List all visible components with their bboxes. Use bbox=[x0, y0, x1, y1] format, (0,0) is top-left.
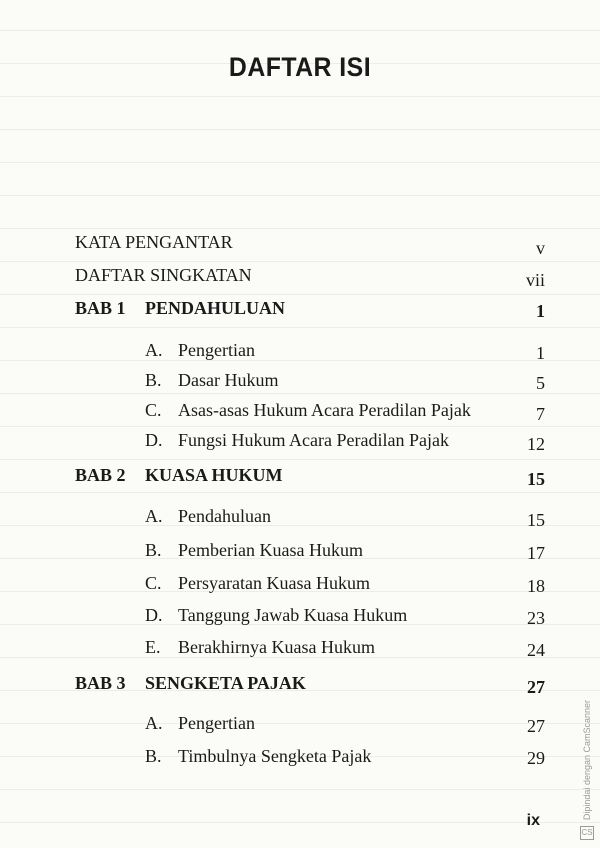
toc-section-title[interactable]: Timbulnya Sengketa Pajak bbox=[178, 746, 372, 766]
toc-section-letter: B. bbox=[145, 370, 162, 390]
toc-section-title[interactable]: Pemberian Kuasa Hukum bbox=[178, 540, 363, 560]
toc-section-letter: E. bbox=[145, 637, 161, 657]
toc-section-title[interactable]: Dasar Hukum bbox=[178, 370, 279, 390]
toc-page-number: 15 bbox=[527, 469, 545, 489]
toc-section-letter: C. bbox=[145, 400, 162, 420]
toc-entry-daftar-singkatan[interactable] bbox=[75, 265, 252, 286]
toc-section-title[interactable]: Pengertian bbox=[178, 713, 255, 733]
toc-chapter-title: KUASA HUKUM bbox=[145, 465, 283, 485]
page-title: DAFTAR ISI bbox=[228, 52, 372, 82]
toc-page-number: 12 bbox=[527, 434, 545, 454]
chapter-label: BAB 1 bbox=[75, 298, 126, 318]
toc-section-letter: A. bbox=[145, 340, 163, 360]
toc-section-title[interactable]: Fungsi Hukum Acara Peradilan Pajak bbox=[178, 430, 449, 450]
toc-section-letter: D. bbox=[145, 430, 163, 450]
toc-entry-text: DAFTAR SINGKATAN bbox=[75, 265, 252, 285]
toc-chapter-title: PENDAHULUAN bbox=[145, 298, 286, 318]
toc-chapter-bab-2[interactable] bbox=[75, 465, 126, 486]
toc-page-number: 27 bbox=[527, 716, 545, 736]
toc-page-number: v bbox=[536, 238, 545, 258]
toc-section-letter: A. bbox=[145, 713, 163, 733]
toc-section-title[interactable]: Asas-asas Hukum Acara Peradilan Pajak bbox=[178, 400, 471, 420]
toc-page-number: 17 bbox=[527, 543, 545, 563]
toc-page-number: 7 bbox=[536, 404, 545, 424]
toc-section-title[interactable]: Pengertian bbox=[178, 340, 255, 360]
scanner-watermark: Dipindai dengan CamScanner bbox=[582, 700, 592, 821]
toc-page-number: 24 bbox=[527, 640, 545, 660]
toc-section-letter: C. bbox=[145, 573, 162, 593]
camscanner-icon: CS bbox=[580, 826, 594, 840]
toc-page-number: 15 bbox=[527, 510, 545, 530]
toc-section-title[interactable]: Pendahuluan bbox=[178, 506, 271, 526]
toc-page-number: 23 bbox=[527, 608, 545, 628]
footer-page-number: ix bbox=[526, 812, 540, 829]
chapter-label: BAB 3 bbox=[75, 673, 126, 693]
toc-section-letter: B. bbox=[145, 540, 162, 560]
toc-page-number: 1 bbox=[536, 301, 545, 321]
toc-section-letter: B. bbox=[145, 746, 162, 766]
toc-chapter-title: SENGKETA PAJAK bbox=[145, 673, 306, 693]
toc-section-letter: D. bbox=[145, 605, 163, 625]
toc-chapter-bab-1[interactable] bbox=[75, 298, 126, 319]
toc-section-letter: A. bbox=[145, 506, 163, 526]
toc-page-number: 29 bbox=[527, 748, 545, 768]
toc-chapter-bab-3[interactable] bbox=[75, 673, 126, 694]
toc-page-number: 18 bbox=[527, 576, 545, 596]
toc-section-title[interactable]: Persyaratan Kuasa Hukum bbox=[178, 573, 370, 593]
toc-section-title[interactable]: Tanggung Jawab Kuasa Hukum bbox=[178, 605, 408, 625]
toc-page-number: vii bbox=[525, 270, 545, 290]
toc-section-title[interactable]: Berakhirnya Kuasa Hukum bbox=[178, 637, 375, 657]
toc-entry-text: KATA PENGANTAR bbox=[75, 232, 233, 252]
toc-page-number: 27 bbox=[527, 677, 545, 697]
toc-entry-kata-pengantar[interactable] bbox=[75, 232, 233, 253]
toc-page-number: 5 bbox=[536, 373, 545, 393]
toc-page-number: 1 bbox=[536, 343, 545, 363]
chapter-label: BAB 2 bbox=[75, 465, 126, 485]
